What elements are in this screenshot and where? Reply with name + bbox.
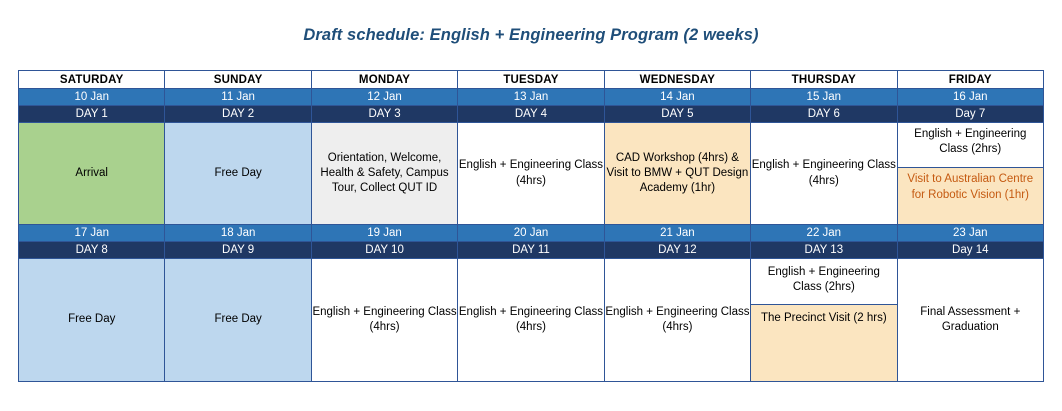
week2-daynumber-saturday: DAY 8 xyxy=(19,242,165,259)
week1-daynumber-thursday: DAY 6 xyxy=(751,106,897,123)
week1-activity-row xyxy=(19,123,1044,225)
week2-daynumber-wednesday: DAY 12 xyxy=(604,242,750,259)
week1-date-wednesday: 14 Jan xyxy=(604,89,750,106)
week1-activity-friday-part2: Visit to Australian Centre for Robotic Vision (1hr) xyxy=(898,168,1043,224)
header-row xyxy=(19,71,1044,89)
week2-date-tuesday: 20 Jan xyxy=(458,225,604,242)
week2-activity-wednesday: English + Engineering Class (4hrs) xyxy=(604,259,750,382)
week2-activity-thursday xyxy=(751,259,897,382)
week1-date-tuesday: 13 Jan xyxy=(458,89,604,106)
week2-daynumber-friday: Day 14 xyxy=(897,242,1043,259)
week1-activity-wednesday: CAD Workshop (4hrs) & Visit to BMW + QUT Design Academy (1hr) xyxy=(604,123,750,225)
week2-daynumber-sunday: DAY 9 xyxy=(165,242,311,259)
week2-activity-monday: English + Engineering Class (4hrs) xyxy=(311,259,457,382)
week2-activity-saturday: Free Day xyxy=(19,259,165,382)
week2-daynumber-monday: DAY 10 xyxy=(311,242,457,259)
week1-daynumber-row xyxy=(19,106,1044,123)
week2-daynumber-tuesday: DAY 11 xyxy=(458,242,604,259)
week2-daynumber-thursday: DAY 13 xyxy=(751,242,897,259)
week1-activity-saturday: Arrival xyxy=(19,123,165,225)
week1-activity-sunday: Free Day xyxy=(165,123,311,225)
week1-daynumber-tuesday: DAY 4 xyxy=(458,106,604,123)
week1-activity-tuesday: English + Engineering Class (4hrs) xyxy=(458,123,604,225)
column-header-wednesday: WEDNESDAY xyxy=(604,71,750,89)
week1-daynumber-monday: DAY 3 xyxy=(311,106,457,123)
week2-daynumber-row xyxy=(19,242,1044,259)
page-title: Draft schedule: English + Engineering Program (2 weeks) xyxy=(303,26,759,44)
schedule-table xyxy=(18,70,1044,382)
week2-date-monday: 19 Jan xyxy=(311,225,457,242)
column-header-monday: MONDAY xyxy=(311,71,457,89)
week1-daynumber-sunday: DAY 2 xyxy=(165,106,311,123)
week2-date-sunday: 18 Jan xyxy=(165,225,311,242)
week1-date-row xyxy=(19,89,1044,106)
week1-date-thursday: 15 Jan xyxy=(751,89,897,106)
week2-date-wednesday: 21 Jan xyxy=(604,225,750,242)
week1-activity-friday xyxy=(897,123,1043,225)
week2-date-saturday: 17 Jan xyxy=(19,225,165,242)
week1-date-monday: 12 Jan xyxy=(311,89,457,106)
week1-date-friday: 16 Jan xyxy=(897,89,1043,106)
week2-date-thursday: 22 Jan xyxy=(751,225,897,242)
week2-date-friday: 23 Jan xyxy=(897,225,1043,242)
week1-date-saturday: 10 Jan xyxy=(19,89,165,106)
table-header xyxy=(19,71,1044,89)
column-header-sunday: SUNDAY xyxy=(165,71,311,89)
week1-daynumber-wednesday: DAY 5 xyxy=(604,106,750,123)
table-body xyxy=(19,89,1044,382)
week2-activity-thursday-part2: The Precinct Visit (2 hrs) xyxy=(751,305,896,381)
week1-activity-monday: Orientation, Welcome, Health & Safety, Campus Tour, Collect QUT ID xyxy=(311,123,457,225)
week1-daynumber-friday: Day 7 xyxy=(897,106,1043,123)
column-header-tuesday: TUESDAY xyxy=(458,71,604,89)
week2-activity-tuesday: English + Engineering Class (4hrs) xyxy=(458,259,604,382)
week1-date-sunday: 11 Jan xyxy=(165,89,311,106)
week2-activity-friday: Final Assessment + Graduation xyxy=(897,259,1043,382)
week2-date-row xyxy=(19,225,1044,242)
column-header-friday: FRIDAY xyxy=(897,71,1043,89)
week2-activity-sunday: Free Day xyxy=(165,259,311,382)
week1-daynumber-saturday: DAY 1 xyxy=(19,106,165,123)
week2-activity-row xyxy=(19,259,1044,382)
column-header-thursday: THURSDAY xyxy=(751,71,897,89)
week1-activity-friday-part1: English + Engineering Class (2hrs) xyxy=(898,123,1043,168)
week2-activity-thursday-part1: English + Engineering Class (2hrs) xyxy=(751,259,896,305)
week1-activity-thursday: English + Engineering Class (4hrs) xyxy=(751,123,897,225)
column-header-saturday: SATURDAY xyxy=(19,71,165,89)
